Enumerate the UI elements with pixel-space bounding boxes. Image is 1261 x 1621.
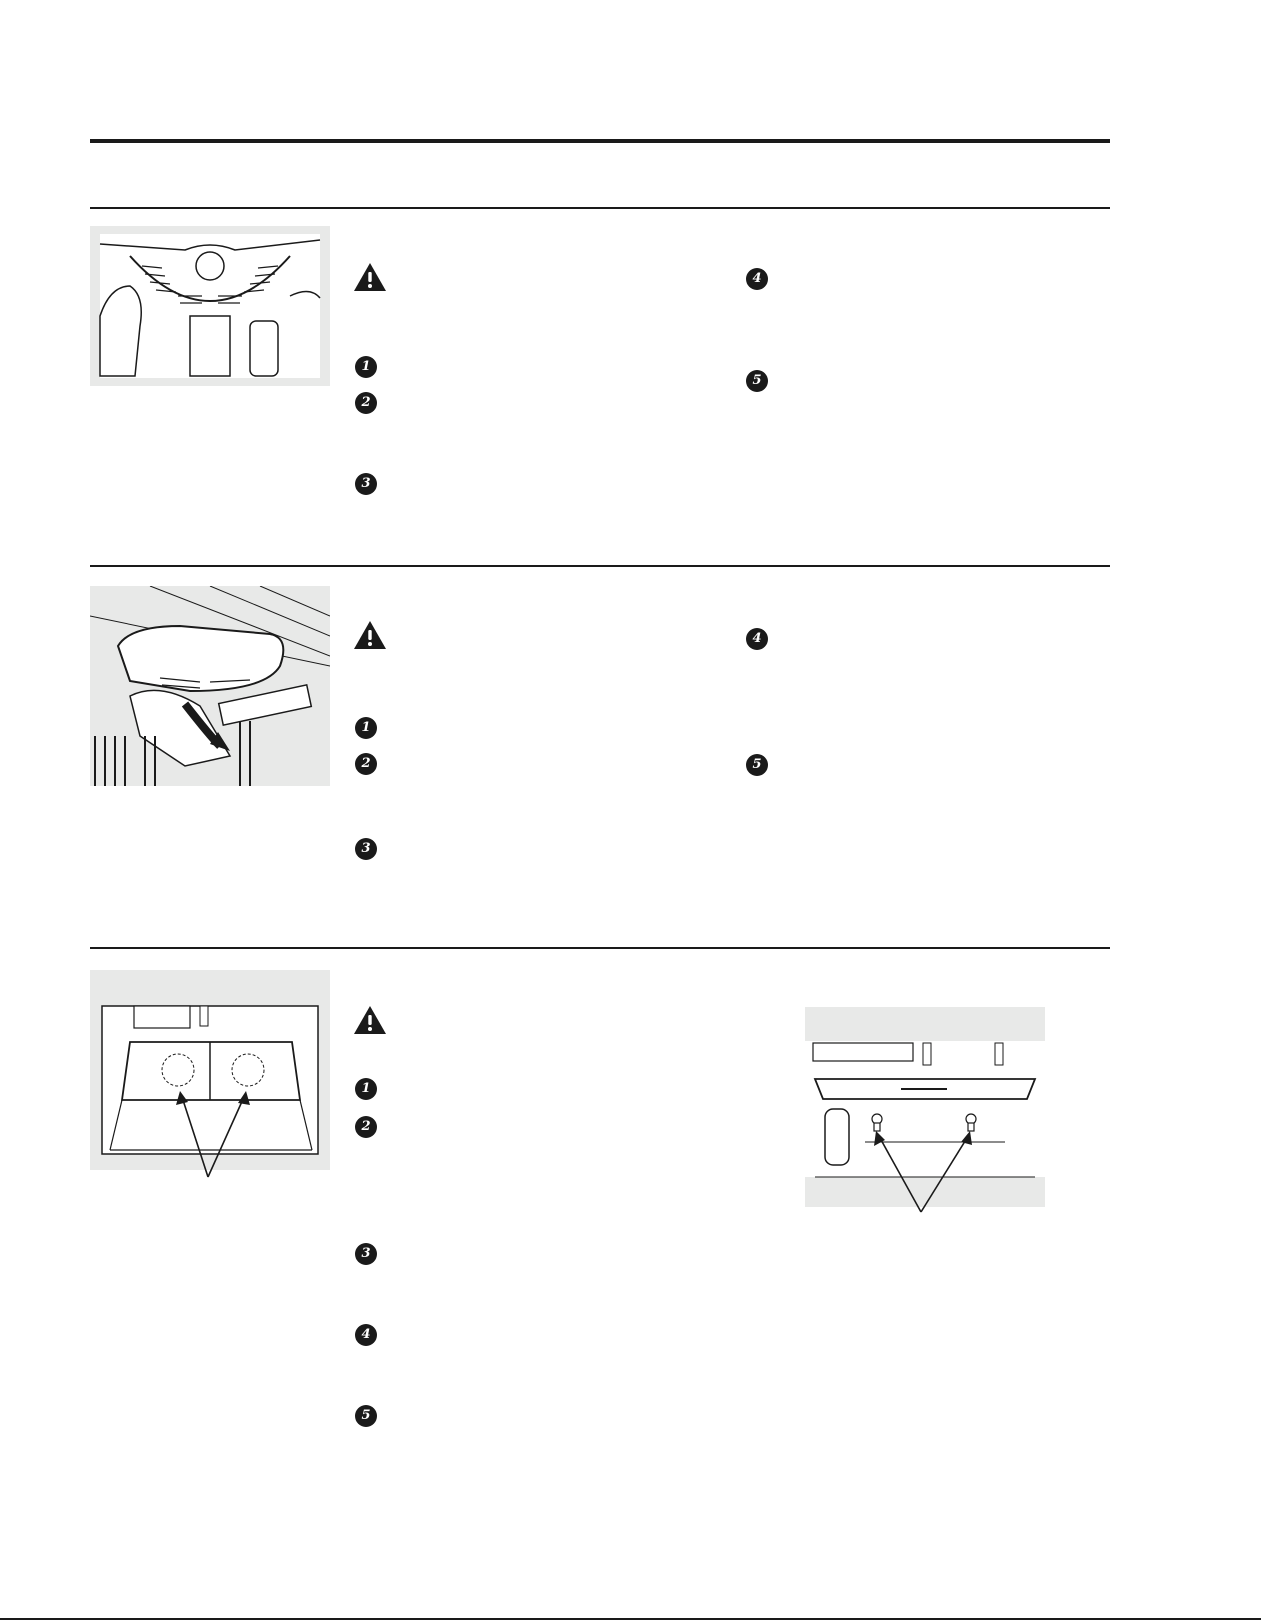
warning-triangle-icon: [353, 620, 387, 650]
step-2-icon: 2: [355, 1116, 377, 1138]
warning-triangle-glyph: [353, 1005, 387, 1035]
step-3-icon: 3: [355, 1243, 377, 1265]
warning-triangle-icon: [353, 1005, 387, 1035]
warning-triangle-glyph: [353, 262, 387, 292]
step-4-icon: 4: [746, 628, 768, 650]
step-3-icon: 3: [355, 838, 377, 860]
step-4-icon: 4: [355, 1324, 377, 1346]
section-2-divider: [90, 565, 1110, 567]
freezer-light-cover-drawing: [90, 586, 330, 786]
light-cover-drawing: [90, 226, 330, 386]
section-1-divider: [90, 207, 1110, 209]
step-2-icon: 2: [355, 392, 377, 414]
light-cover-illustration: [90, 226, 330, 386]
step-3-icon: 3: [355, 473, 377, 495]
step-1-icon: 1: [355, 717, 377, 739]
hook-pointer-arrows: [860, 1128, 980, 1218]
drawer-pointer-arrows: [150, 1085, 260, 1185]
step-1-icon: 1: [355, 1078, 377, 1100]
step-5-icon: 5: [355, 1405, 377, 1427]
footer-rule: [0, 1618, 1261, 1620]
step-1-icon: 1: [355, 356, 377, 378]
step-5-icon: 5: [746, 754, 768, 776]
freezer-light-cover-illustration: [90, 586, 330, 786]
section-3-divider: [90, 947, 1110, 949]
header-rule: [90, 139, 1110, 143]
step-5-icon: 5: [746, 370, 768, 392]
step-4-icon: 4: [746, 268, 768, 290]
warning-triangle-glyph: [353, 620, 387, 650]
step-2-icon: 2: [355, 753, 377, 775]
warning-triangle-icon: [353, 262, 387, 292]
